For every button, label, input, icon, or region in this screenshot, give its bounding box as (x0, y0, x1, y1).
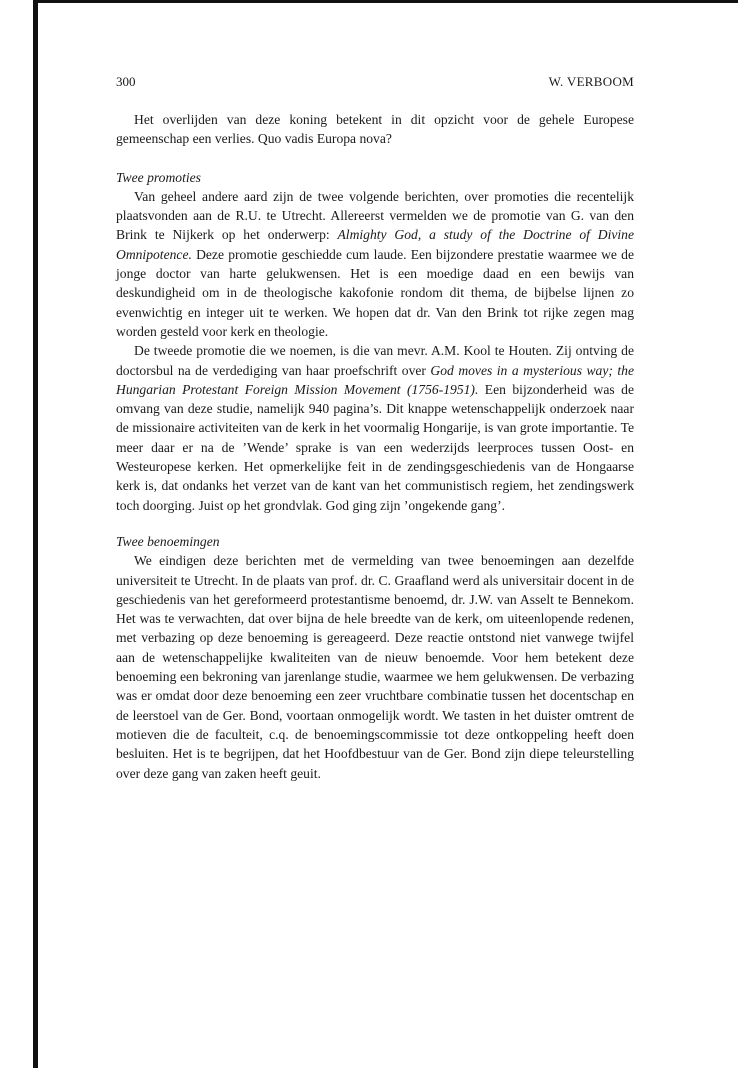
dissertation-title: God moves in a mysterious way; the Hungarian Protestant Foreign Mission Movement (1756-1951). (116, 362, 635, 397)
running-head-author: W. VERBOOM (548, 74, 634, 89)
section-heading-benoemingen: Twee benoemingen (116, 533, 220, 549)
scan-edge-top (36, 0, 738, 3)
page-number: 300 (116, 74, 136, 89)
section-heading-promoties: Twee promoties (116, 169, 201, 185)
paragraph-benoemingen: We eindigen deze berichten met de vermelding van twee benoemingen aan dezelfde universiteit te Utrecht. In de plaats van prof. dr. C. Graafland werd als universitair docent in de geschiedenis van het gereformeerd protestantisme benoemd, dr. J.W. van Asselt te Bennekom. Het was te verwachten, dat over bijna de hele breedte van de kerk, om uiteenlopende redenen, met verbazing op deze benoeming is gereageerd. Deze reactie ontstond niet vanwege twijfel aan de wetenschappelijke kwaliteiten van de nieuw benoemde. Voor hem betekent deze benoeming een bekroning van jarenlange studie, waarmee we hem gelukwensen. De verbazing was er omdat door deze benoeming een zeer vruchtbare combinatie tussen het docentschap en de leerstoel van de Ger. Bond, voortaan onmogelijk wordt. We tasten in het duister omtrent de motieven die de faculteit, c.q. de benoemingscommissie tot deze ontkoppeling heeft doen besluiten. Het is te begrijpen, dat het Hoofdbestuur van de Ger. Bond zijn diepe teleurstelling over deze gang van zaken heeft geuit. (116, 553, 634, 781)
paragraph-text: Van geheel andere aard zijn de twee volgende berichten, over promoties die recentelijk plaatsvonden aan de R.U. te Utrecht. Allereerst vermelden we de promotie van G. van den Brink te Nijkerk op het onderwerp: (116, 188, 634, 243)
dissertation-title: Almighty God, a study of the Doctrine of Divine Omnipotence. (116, 227, 634, 262)
scan-edge-left (33, 0, 38, 1068)
paragraph-promotie-brink (116, 187, 634, 341)
paragraph-text: Een bijzonderheid was de omvang van deze studie, namelijk 940 pagina’s. Dit knappe wetenschappelijk onderzoek naar de missionaire activiteiten van de kerk in het voormalig Hongarije, is van grote importantie. Te meer daar er na de ’Wende’ sprake is van een wederzijds leerproces tussen Oost- en Westeuropese kerken. Het opmerkelijke feit in de zendingsgeschiedenis van de Hongaarse kerk is, dat ondanks het verzet van de kant van het communistisch regiem, het zendingswerk toch doorging. Juist op het grondvlak. God ging zijn ’ongekende gang’. (116, 381, 634, 513)
running-head (116, 74, 634, 94)
paragraph-text: De tweede promotie die we noemen, is die van mevr. A.M. Kool te Houten. Zij ontving de doctorsbul na de verdediging van haar proefschrift over (116, 343, 634, 378)
intro-paragraph: Het overlijden van deze koning betekent in dit opzicht voor de gehele Europese gemeenschap een verlies. Quo vadis Europa nova? (116, 112, 634, 147)
document-page (116, 74, 634, 783)
paragraph-text: Deze promotie geschiedde cum laude. Een bijzondere prestatie waarmee we de jonge doctor van harte gelukwensen. Het is een moedige daad en een bewijs van deskundigheid om in de theologische kakofonie rondom dit thema, de bijbelse lijnen zo evenwichtig en integer uit te werken. We hopen dat dr. Van den Brink tot rijke zegen mag worden gesteld voor kerk en theologie. (116, 246, 634, 339)
paragraph-promotie-kool (116, 341, 634, 515)
body-text (116, 110, 634, 783)
